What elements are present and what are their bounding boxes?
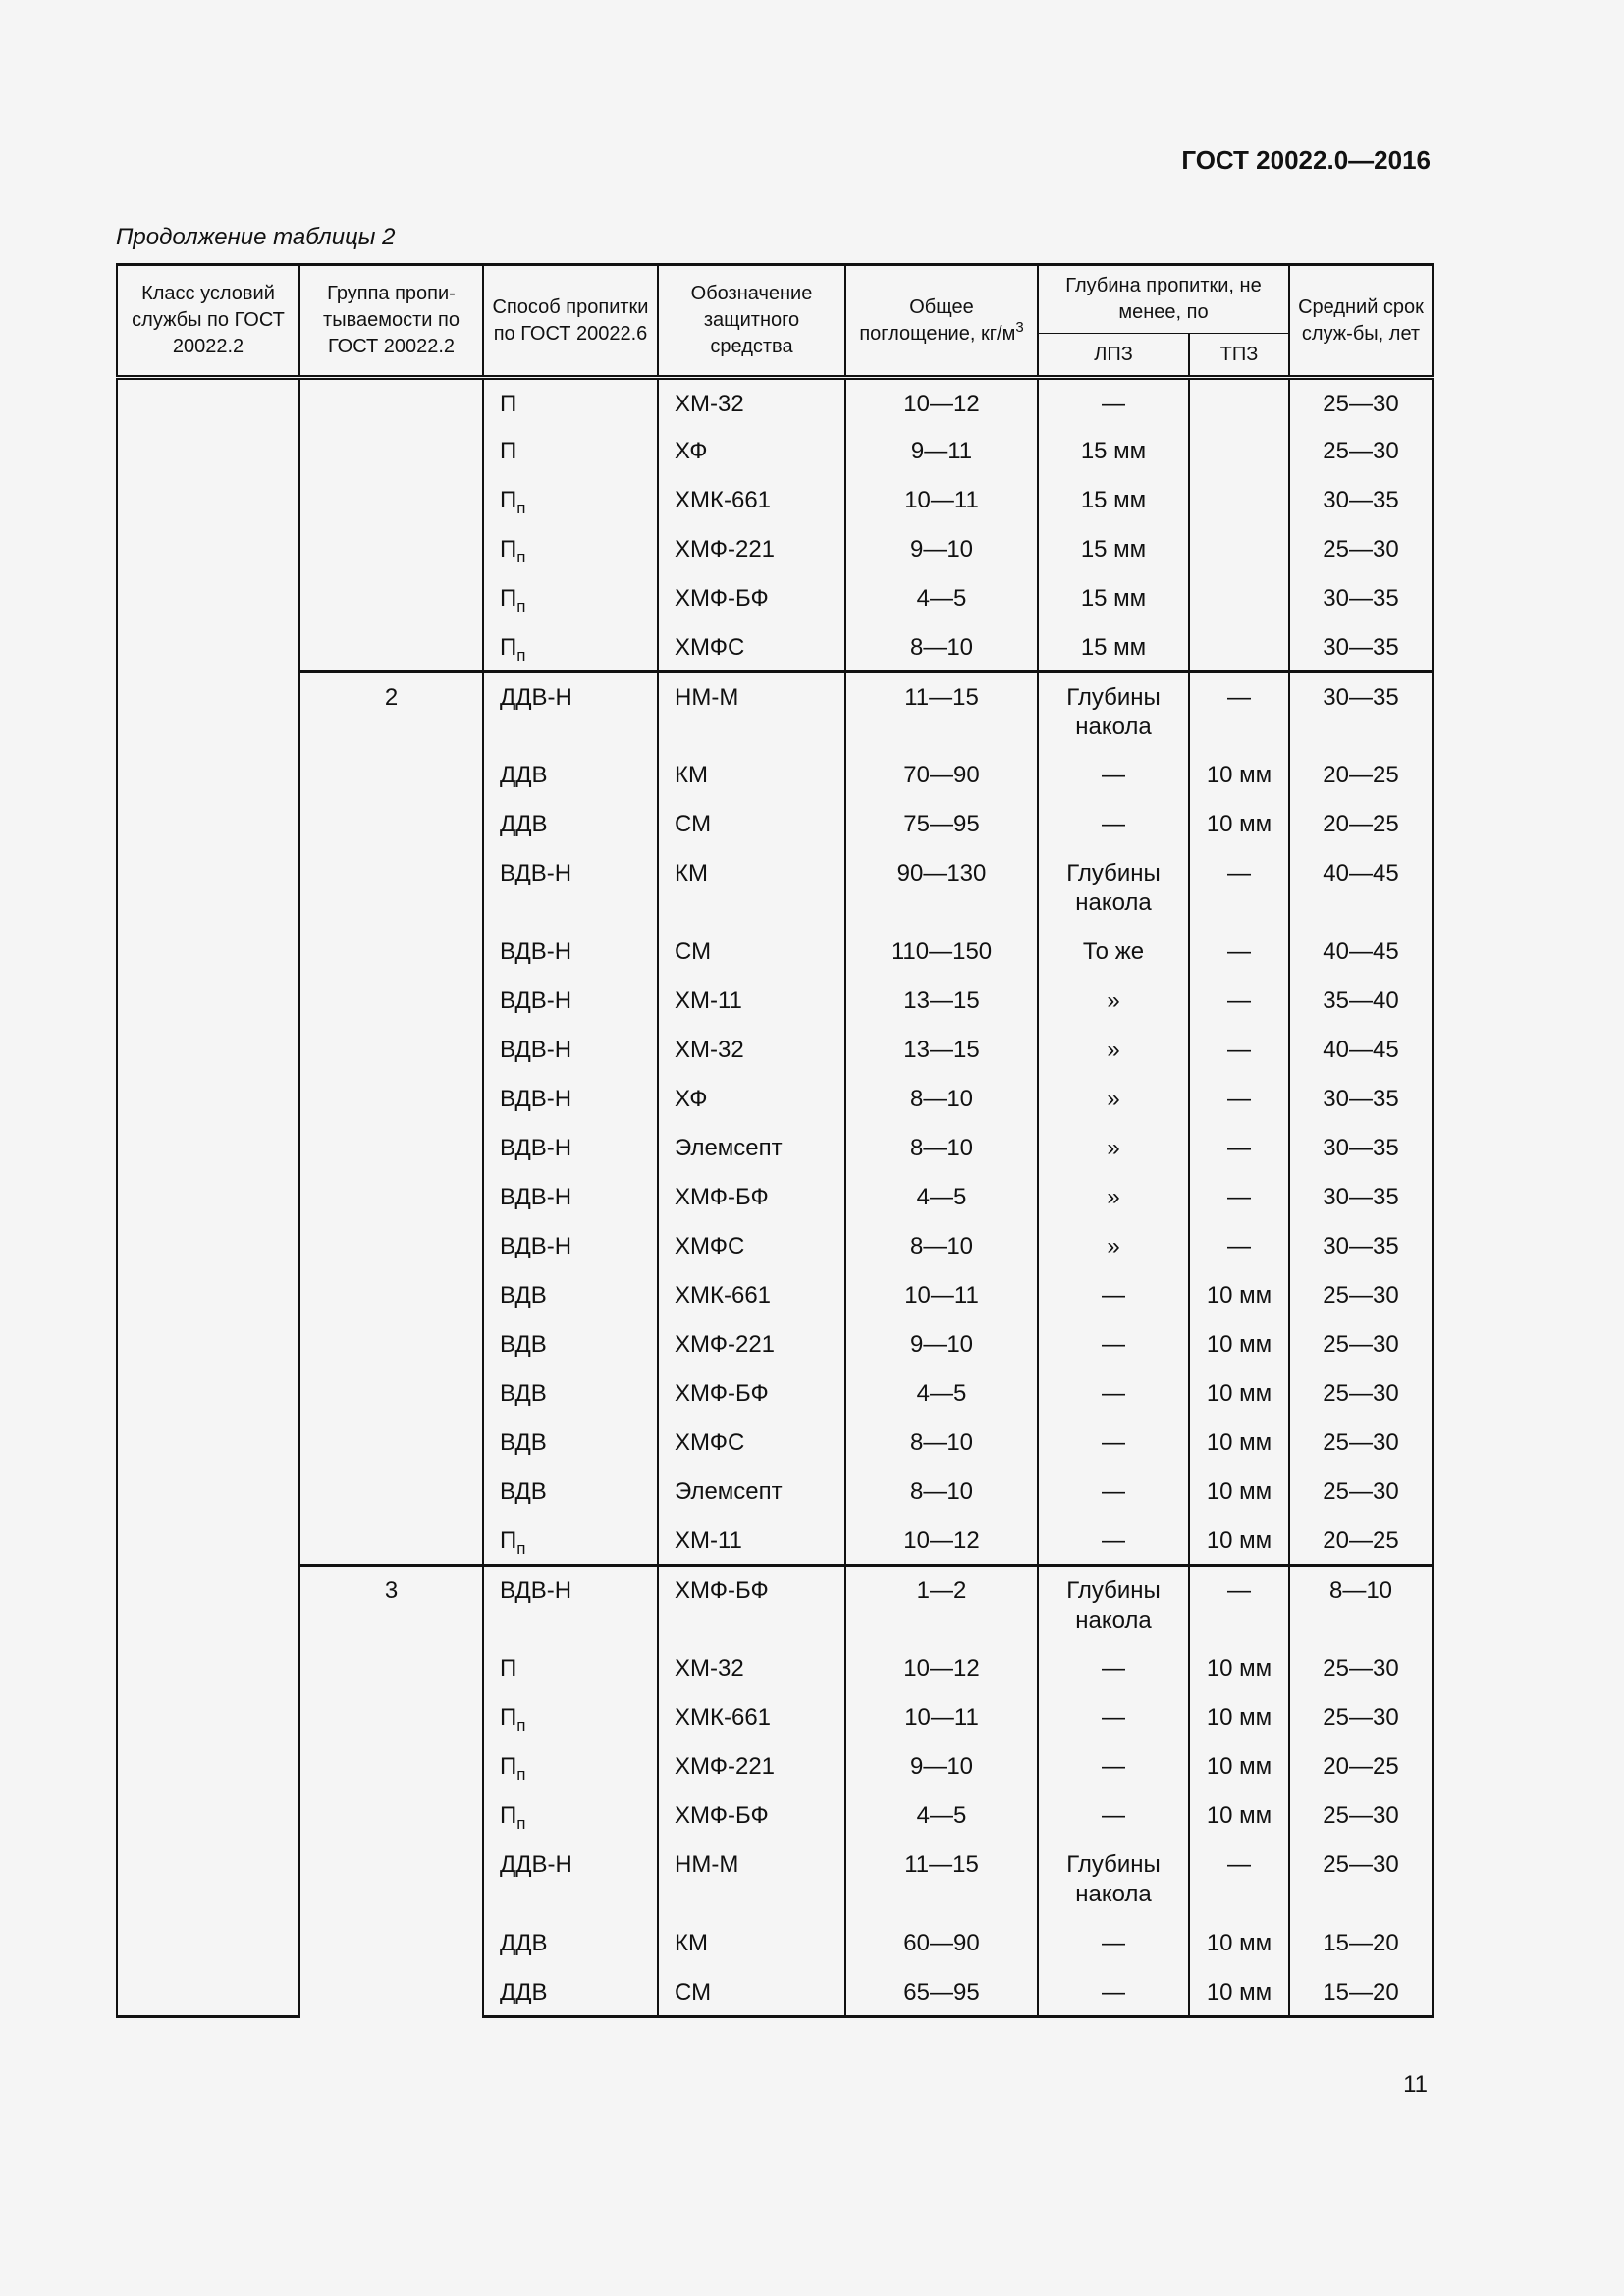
cell-tpz: [1189, 574, 1289, 623]
cell-agent: НМ-М: [658, 672, 845, 751]
cell-agent: ХМФ-БФ: [658, 574, 845, 623]
cell-method: [483, 800, 658, 849]
cell-life: 25—30: [1289, 1320, 1433, 1369]
header-tpz: ТПЗ: [1189, 334, 1289, 378]
cell-agent: ХМФС: [658, 623, 845, 672]
cell-tpz: 10 мм: [1189, 1791, 1289, 1841]
cell-lpz: —: [1038, 751, 1189, 800]
method-label: П: [500, 1654, 517, 1682]
cell-absorption: 9—10: [845, 1320, 1038, 1369]
cell-tpz: —: [1189, 1566, 1289, 1644]
cell-lpz: 15 мм: [1038, 476, 1189, 525]
cell-tpz: [1189, 476, 1289, 525]
cell-life: 25—30: [1289, 1693, 1433, 1742]
cell-lpz: »: [1038, 1026, 1189, 1075]
cell-life: 30—35: [1289, 1075, 1433, 1124]
cell-lpz: —: [1038, 1968, 1189, 2017]
cell-tpz: —: [1189, 1026, 1289, 1075]
cell-life: 25—30: [1289, 1644, 1433, 1693]
method-label: ВДВ-Н: [500, 1134, 572, 1161]
cell-agent: ХМФ-БФ: [658, 1369, 845, 1418]
method-label: ДДВ: [500, 1929, 548, 1956]
cell-lpz: 15 мм: [1038, 525, 1189, 574]
cell-life: 40—45: [1289, 928, 1433, 977]
cell-method: [483, 1644, 658, 1693]
method-label: ВДВ-Н: [500, 1036, 572, 1063]
method-label: П: [500, 1801, 517, 1829]
table-row: [117, 672, 1433, 751]
cell-absorption: 11—15: [845, 672, 1038, 751]
cell-absorption: 8—10: [845, 1468, 1038, 1517]
cell-agent: ХМФС: [658, 1418, 845, 1468]
cell-lpz: 15 мм: [1038, 427, 1189, 476]
method-subscript: п: [516, 1715, 526, 1735]
cell-lpz: —: [1038, 1644, 1189, 1693]
cell-tpz: 10 мм: [1189, 1968, 1289, 2017]
cell-life: 15—20: [1289, 1919, 1433, 1968]
cell-lpz: —: [1038, 1320, 1189, 1369]
header-method: Способ пропитки по ГОСТ 20022.6: [483, 265, 658, 378]
cell-tpz: 10 мм: [1189, 1693, 1289, 1742]
cell-life: 25—30: [1289, 1791, 1433, 1841]
header-group: Группа пропи-тываемости по ГОСТ 20022.2: [299, 265, 483, 378]
cell-agent: ХМФ-221: [658, 525, 845, 574]
cell-method: [483, 1791, 658, 1841]
cell-agent: ХМФ-БФ: [658, 1791, 845, 1841]
cell-agent: НМ-М: [658, 1841, 845, 1919]
cell-method: [483, 849, 658, 928]
cell-method: [483, 1517, 658, 1566]
cell-group: 3: [299, 1566, 483, 2017]
cell-life: 15—20: [1289, 1968, 1433, 2017]
cell-method: [483, 1468, 658, 1517]
method-label: ВДВ-Н: [500, 1232, 572, 1259]
cell-life: 20—25: [1289, 751, 1433, 800]
cell-method: [483, 1026, 658, 1075]
method-label: ДДВ-Н: [500, 684, 572, 711]
cell-life: 30—35: [1289, 574, 1433, 623]
cell-agent: ХМК-661: [658, 1693, 845, 1742]
cell-method: [483, 1418, 658, 1468]
cell-absorption: 1—2: [845, 1566, 1038, 1644]
cell-absorption: 90—130: [845, 849, 1038, 928]
header-agent: Обозначение защитного средства: [658, 265, 845, 378]
cell-life: 25—30: [1289, 378, 1433, 427]
cell-method: [483, 1841, 658, 1919]
cell-agent: СМ: [658, 928, 845, 977]
method-label: ВДВ-Н: [500, 1085, 572, 1112]
cell-agent: Элемсепт: [658, 1468, 845, 1517]
cell-agent: Элемсепт: [658, 1124, 845, 1173]
cell-absorption: 8—10: [845, 1418, 1038, 1468]
cell-method: [483, 1271, 658, 1320]
table-caption: Продолжение таблицы 2: [116, 224, 396, 250]
cell-life: 30—35: [1289, 1124, 1433, 1173]
cell-absorption: 9—11: [845, 427, 1038, 476]
method-label: ДДВ: [500, 1978, 548, 2005]
cell-tpz: 10 мм: [1189, 1369, 1289, 1418]
cell-absorption: 65—95: [845, 1968, 1038, 2017]
cell-life: 25—30: [1289, 1418, 1433, 1468]
cell-life: 25—30: [1289, 1468, 1433, 1517]
cell-life: 25—30: [1289, 427, 1433, 476]
cell-method: [483, 1222, 658, 1271]
cell-life: 20—25: [1289, 1742, 1433, 1791]
cell-method: [483, 1124, 658, 1173]
cell-method: [483, 1369, 658, 1418]
cell-method: [483, 574, 658, 623]
cell-agent: СМ: [658, 800, 845, 849]
cell-method: [483, 1075, 658, 1124]
header-absorption-label: Общее поглощение, кг/м: [859, 295, 1016, 345]
cell-tpz: —: [1189, 977, 1289, 1026]
cell-lpz: 15 мм: [1038, 623, 1189, 672]
cell-lpz: Глубины накола: [1038, 672, 1189, 751]
cell-absorption: 8—10: [845, 623, 1038, 672]
cell-agent: ХМК-661: [658, 476, 845, 525]
cell-life: 35—40: [1289, 977, 1433, 1026]
cell-method: [483, 1320, 658, 1369]
cell-absorption: 4—5: [845, 574, 1038, 623]
cell-tpz: —: [1189, 672, 1289, 751]
cell-class: [117, 378, 299, 2017]
cell-tpz: 10 мм: [1189, 1517, 1289, 1566]
cell-life: 20—25: [1289, 1517, 1433, 1566]
cell-absorption: 10—11: [845, 1693, 1038, 1742]
header-class: Класс условий службы по ГОСТ 20022.2: [117, 265, 299, 378]
cell-life: 8—10: [1289, 1566, 1433, 1644]
cell-method: [483, 1693, 658, 1742]
cell-agent: КМ: [658, 849, 845, 928]
page-number: 11: [1403, 2071, 1428, 2098]
cell-method: [483, 1968, 658, 2017]
cell-agent: ХМФ-221: [658, 1742, 845, 1791]
cell-tpz: 10 мм: [1189, 1468, 1289, 1517]
cell-absorption: 110—150: [845, 928, 1038, 977]
cell-agent: ХМ-32: [658, 1026, 845, 1075]
cell-tpz: 10 мм: [1189, 1742, 1289, 1791]
cell-absorption: 10—11: [845, 1271, 1038, 1320]
cell-life: 25—30: [1289, 1841, 1433, 1919]
impregnation-table: [116, 263, 1434, 2018]
cell-absorption: 8—10: [845, 1075, 1038, 1124]
cell-life: 20—25: [1289, 800, 1433, 849]
table-row: [117, 378, 1433, 427]
cell-lpz: —: [1038, 1271, 1189, 1320]
method-label: П: [500, 1703, 517, 1731]
header-depth: Глубина пропитки, не менее, по: [1038, 265, 1289, 334]
method-subscript: п: [516, 1538, 526, 1558]
cell-tpz: 10 мм: [1189, 800, 1289, 849]
method-label: П: [500, 584, 517, 612]
method-label: ВДВ: [500, 1477, 547, 1505]
cell-tpz: —: [1189, 849, 1289, 928]
method-label: ВДВ-Н: [500, 1183, 572, 1210]
cell-tpz: 10 мм: [1189, 1919, 1289, 1968]
cell-lpz: —: [1038, 1369, 1189, 1418]
cell-life: 30—35: [1289, 672, 1433, 751]
cell-agent: ХМФС: [658, 1222, 845, 1271]
cell-life: 40—45: [1289, 849, 1433, 928]
cell-lpz: —: [1038, 1418, 1189, 1468]
method-subscript: п: [516, 596, 526, 615]
cell-absorption: 10—12: [845, 1517, 1038, 1566]
cell-absorption: 9—10: [845, 1742, 1038, 1791]
cell-lpz: Глубины накола: [1038, 849, 1189, 928]
method-label: ВДВ-Н: [500, 987, 572, 1014]
cell-method: [483, 751, 658, 800]
cell-lpz: —: [1038, 1919, 1189, 1968]
cell-method: [483, 1566, 658, 1644]
cell-agent: ХМ-32: [658, 1644, 845, 1693]
header-absorption: [845, 265, 1038, 378]
cell-absorption: 75—95: [845, 800, 1038, 849]
header-absorption-sup: 3: [1015, 318, 1024, 336]
method-label: ВДВ: [500, 1428, 547, 1456]
cell-method: [483, 928, 658, 977]
cell-lpz: —: [1038, 1468, 1189, 1517]
cell-method: [483, 378, 658, 427]
cell-tpz: 10 мм: [1189, 751, 1289, 800]
cell-agent: ХМФ-БФ: [658, 1173, 845, 1222]
cell-agent: КМ: [658, 1919, 845, 1968]
cell-agent: КМ: [658, 751, 845, 800]
method-label: П: [500, 391, 517, 417]
cell-tpz: [1189, 525, 1289, 574]
method-label: ВДВ: [500, 1330, 547, 1358]
cell-tpz: [1189, 378, 1289, 427]
method-label: П: [500, 1752, 517, 1780]
method-subscript: п: [516, 1813, 526, 1833]
cell-agent: ХМФ-221: [658, 1320, 845, 1369]
cell-tpz: —: [1189, 1222, 1289, 1271]
cell-group: 2: [299, 672, 483, 1566]
method-label: П: [500, 633, 517, 661]
cell-life: 25—30: [1289, 1271, 1433, 1320]
cell-lpz: —: [1038, 1693, 1189, 1742]
cell-tpz: 10 мм: [1189, 1320, 1289, 1369]
method-label: П: [500, 437, 517, 464]
cell-agent: ХМ-11: [658, 977, 845, 1026]
cell-tpz: 10 мм: [1189, 1271, 1289, 1320]
cell-absorption: 10—11: [845, 476, 1038, 525]
cell-lpz: 15 мм: [1038, 574, 1189, 623]
table-body: [117, 378, 1433, 2017]
cell-absorption: 11—15: [845, 1841, 1038, 1919]
cell-lpz: —: [1038, 1517, 1189, 1566]
cell-life: 30—35: [1289, 476, 1433, 525]
method-label: ДДВ: [500, 761, 548, 788]
cell-life: 30—35: [1289, 623, 1433, 672]
cell-lpz: »: [1038, 1222, 1189, 1271]
cell-agent: ХМФ-БФ: [658, 1566, 845, 1644]
cell-absorption: 10—12: [845, 1644, 1038, 1693]
cell-tpz: —: [1189, 1124, 1289, 1173]
cell-lpz: Глубины накола: [1038, 1841, 1189, 1919]
cell-absorption: 9—10: [845, 525, 1038, 574]
method-label: П: [500, 486, 517, 513]
cell-absorption: 4—5: [845, 1173, 1038, 1222]
cell-tpz: —: [1189, 1075, 1289, 1124]
method-subscript: п: [516, 547, 526, 566]
cell-tpz: [1189, 427, 1289, 476]
cell-method: [483, 476, 658, 525]
cell-lpz: —: [1038, 800, 1189, 849]
cell-tpz: [1189, 623, 1289, 672]
cell-absorption: 13—15: [845, 977, 1038, 1026]
cell-method: [483, 525, 658, 574]
method-label: ДДВ: [500, 810, 548, 837]
method-label: ВДВ: [500, 1281, 547, 1308]
method-label: ВДВ: [500, 1379, 547, 1407]
cell-lpz: То же: [1038, 928, 1189, 977]
cell-tpz: —: [1189, 1841, 1289, 1919]
method-subscript: п: [516, 1764, 526, 1784]
table-row: [117, 1566, 1433, 1644]
cell-group: [299, 378, 483, 672]
cell-absorption: 4—5: [845, 1791, 1038, 1841]
cell-method: [483, 1742, 658, 1791]
cell-lpz: »: [1038, 1075, 1189, 1124]
cell-lpz: »: [1038, 1173, 1189, 1222]
method-label: ВДВ-Н: [500, 937, 572, 965]
cell-agent: ХФ: [658, 427, 845, 476]
cell-lpz: —: [1038, 1791, 1189, 1841]
cell-absorption: 4—5: [845, 1369, 1038, 1418]
cell-absorption: 10—12: [845, 378, 1038, 427]
cell-agent: ХМ-32: [658, 378, 845, 427]
header-lpz: ЛПЗ: [1038, 334, 1189, 378]
cell-life: 25—30: [1289, 1369, 1433, 1418]
cell-method: [483, 427, 658, 476]
cell-lpz: —: [1038, 378, 1189, 427]
cell-absorption: 60—90: [845, 1919, 1038, 1968]
cell-tpz: —: [1189, 928, 1289, 977]
cell-method: [483, 1919, 658, 1968]
cell-life: 40—45: [1289, 1026, 1433, 1075]
cell-method: [483, 672, 658, 751]
cell-agent: ХМК-661: [658, 1271, 845, 1320]
cell-agent: ХФ: [658, 1075, 845, 1124]
method-label: ВДВ-Н: [500, 859, 572, 886]
method-subscript: п: [516, 498, 526, 517]
cell-tpz: 10 мм: [1189, 1644, 1289, 1693]
cell-tpz: 10 мм: [1189, 1418, 1289, 1468]
header-life: Средний срок служ-бы, лет: [1289, 265, 1433, 378]
cell-method: [483, 977, 658, 1026]
document-code: ГОСТ 20022.0—2016: [1181, 145, 1431, 175]
cell-absorption: 8—10: [845, 1222, 1038, 1271]
cell-absorption: 8—10: [845, 1124, 1038, 1173]
cell-lpz: »: [1038, 977, 1189, 1026]
cell-agent: ХМ-11: [658, 1517, 845, 1566]
cell-lpz: Глубины накола: [1038, 1566, 1189, 1644]
cell-method: [483, 623, 658, 672]
method-label: П: [500, 1526, 517, 1554]
method-label: ВДВ-Н: [500, 1577, 572, 1604]
cell-tpz: —: [1189, 1173, 1289, 1222]
cell-life: 25—30: [1289, 525, 1433, 574]
cell-agent: СМ: [658, 1968, 845, 2017]
method-label: ДДВ-Н: [500, 1850, 572, 1878]
cell-lpz: »: [1038, 1124, 1189, 1173]
cell-lpz: —: [1038, 1742, 1189, 1791]
cell-life: 30—35: [1289, 1173, 1433, 1222]
cell-method: [483, 1173, 658, 1222]
cell-absorption: 70—90: [845, 751, 1038, 800]
method-subscript: п: [516, 645, 526, 665]
cell-absorption: 13—15: [845, 1026, 1038, 1075]
method-label: П: [500, 535, 517, 562]
cell-life: 30—35: [1289, 1222, 1433, 1271]
